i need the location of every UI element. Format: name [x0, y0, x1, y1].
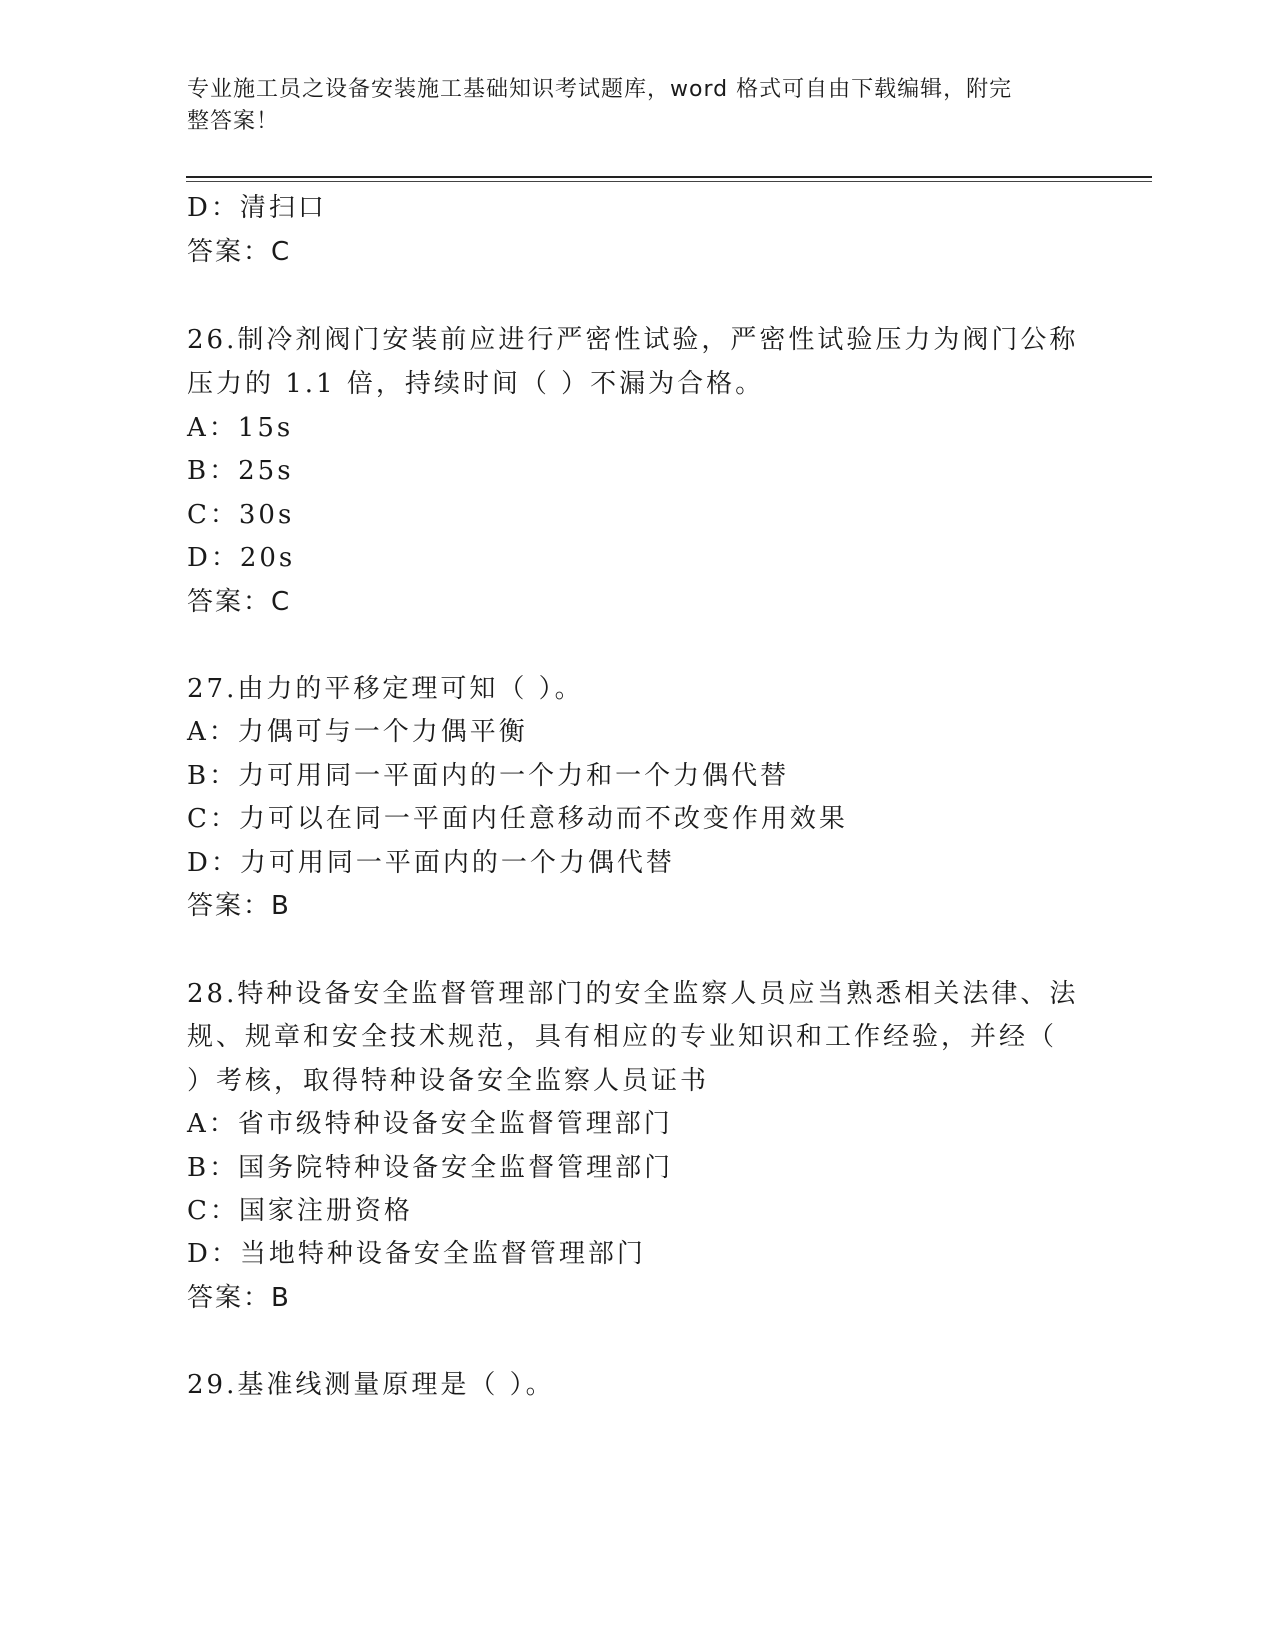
q27-option-a: A：力偶可与一个力偶平衡 — [187, 717, 528, 747]
q28-stem-line-3: ）考核，取得特种设备安全监察人员证书 — [187, 1066, 710, 1096]
q26-stem-line-1: 26.制冷剂阀门安装前应进行严密性试验，严密性试验压力为阀门公称 — [187, 325, 1079, 355]
q28-stem-line-1: 28.特种设备安全监督管理部门的安全监察人员应当熟悉相关法律、法 — [187, 979, 1079, 1009]
q26-option-c: C：30s — [187, 500, 295, 530]
q26-option-b: B：25s — [187, 456, 294, 486]
q28-stem-line-2: 规、规章和安全技术规范，具有相应的专业知识和工作经验，并经（ — [187, 1022, 1058, 1052]
header-line-1: 专业施工员之设备安装施工基础知识考试题库，word 格式可自由下载编辑，附完 — [187, 77, 1013, 102]
q28-option-c: C：国家注册资格 — [187, 1196, 413, 1226]
q26-option-d: D：20s — [187, 543, 296, 573]
q27-answer: 答案：B — [187, 891, 291, 921]
q28-option-b: B：国务院特种设备安全监督管理部门 — [187, 1153, 674, 1183]
q26-option-a: A：15s — [187, 413, 294, 443]
q26-answer: 答案：C — [187, 587, 292, 617]
q28-option-d: D：当地特种设备安全监督管理部门 — [187, 1239, 646, 1269]
header-divider-thin — [186, 181, 1152, 182]
document-header — [187, 74, 1067, 138]
q27-stem: 27.由力的平移定理可知（ ）。 — [187, 674, 584, 704]
q26-stem-line-2: 压力的 1.1 倍，持续时间（ ）不漏为合格。 — [187, 369, 765, 399]
header-divider-thick — [186, 176, 1152, 178]
q27-option-d: D：力可用同一平面内的一个力偶代替 — [187, 848, 675, 878]
q28-answer: 答案：B — [187, 1283, 291, 1313]
q28-option-a: A：省市级特种设备安全监督管理部门 — [187, 1109, 673, 1139]
q25-answer: 答案：C — [187, 237, 292, 267]
q29-stem: 29.基准线测量原理是（ ）。 — [187, 1370, 555, 1400]
header-line-2: 整答案！ — [187, 109, 280, 134]
q27-option-b: B：力可用同一平面内的一个力和一个力偶代替 — [187, 761, 790, 791]
q25-option-d: D：清扫口 — [187, 193, 327, 223]
q27-option-c: C：力可以在同一平面内任意移动而不改变作用效果 — [187, 804, 848, 834]
